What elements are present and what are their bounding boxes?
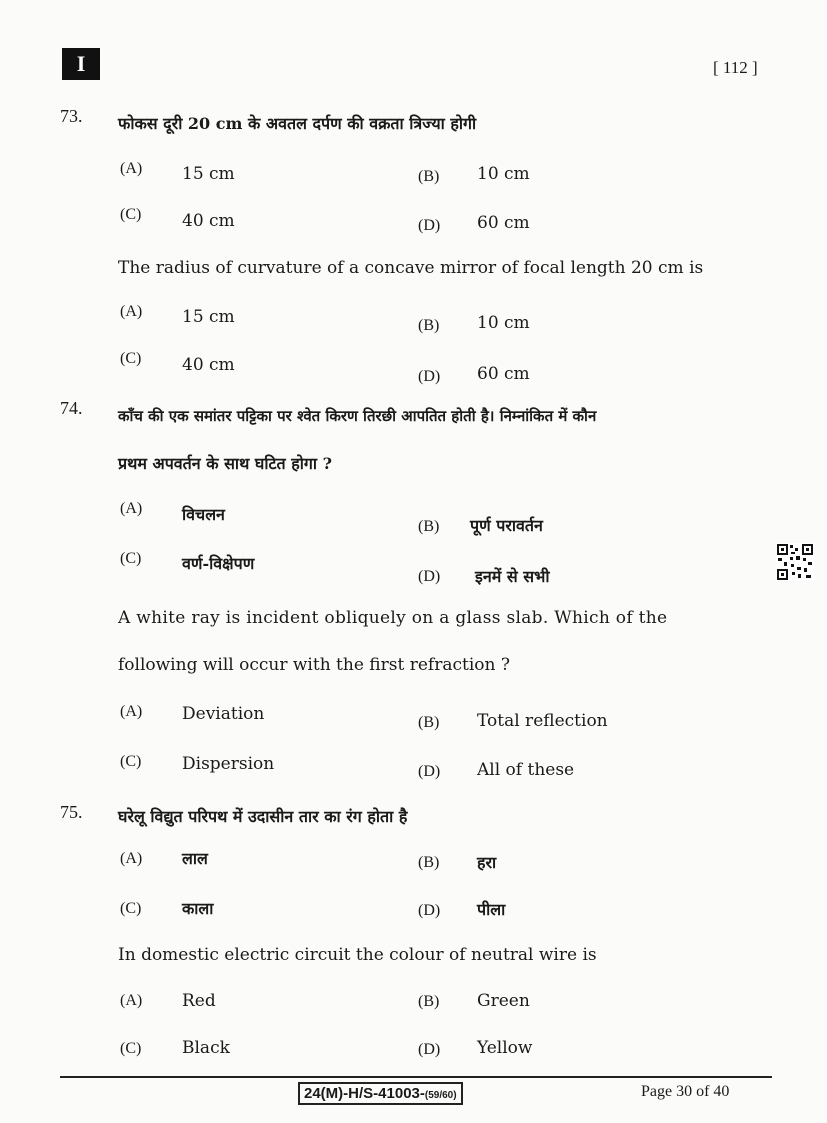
- page-code: [ 112 ]: [713, 58, 758, 77]
- paper-code-suffix: (59/60): [424, 1090, 457, 1101]
- option-text: 40 cm: [182, 355, 235, 375]
- option-letter: (B): [418, 714, 440, 731]
- option-text: Green: [477, 991, 530, 1011]
- question-text-hindi-line2: प्रथम अपवर्तन के साथ घटित होगा ?: [118, 454, 332, 473]
- paper-code: [298, 1082, 463, 1105]
- option-text: इनमें से सभी: [475, 567, 550, 586]
- option-letter: (A): [120, 160, 143, 177]
- option-letter: (B): [418, 518, 440, 535]
- page-number: Page 30 of 40: [641, 1083, 730, 1100]
- question-text-english-line1: A white ray is incident obliquely on a glass slab. Which of the: [118, 608, 668, 628]
- option-text: वर्ण-विक्षेपण: [182, 554, 255, 573]
- option-letter: (B): [418, 168, 440, 185]
- option-text: Red: [182, 991, 216, 1011]
- option-text: All of these: [477, 760, 575, 780]
- option-text: Deviation: [182, 704, 265, 724]
- option-letter: (D): [418, 763, 441, 780]
- option-letter: (D): [418, 568, 441, 585]
- footer-divider: [60, 1076, 772, 1078]
- option-letter: (C): [120, 206, 142, 223]
- option-letter: (B): [418, 854, 440, 871]
- option-letter: (A): [120, 992, 143, 1009]
- option-letter: (C): [120, 753, 142, 770]
- question-number: 73.: [60, 106, 83, 126]
- option-letter: (C): [120, 350, 142, 367]
- option-text: 15 cm: [182, 164, 235, 184]
- option-text: Dispersion: [182, 754, 275, 774]
- option-text: Total reflection: [477, 711, 608, 731]
- option-text: काला: [182, 899, 214, 918]
- option-text: 40 cm: [182, 211, 235, 231]
- option-text: 60 cm: [477, 213, 530, 233]
- question-text-english: The radius of curvature of a concave mirror of focal length 20 cm is: [118, 258, 704, 278]
- option-letter: (C): [120, 1040, 142, 1057]
- option-text: लाल: [182, 849, 208, 868]
- series-badge: I: [62, 48, 100, 80]
- option-letter: (A): [120, 500, 143, 517]
- paper-code-main: 24(M)-H/S-41003-: [304, 1085, 425, 1102]
- option-text: 15 cm: [182, 307, 235, 327]
- question-text-english-line2: following will occur with the first refraction ?: [118, 655, 510, 675]
- option-letter: (A): [120, 303, 143, 320]
- question-text-hindi: घरेलू विद्युत परिपथ में उदासीन तार का रंग होता है: [118, 807, 408, 826]
- option-letter: (D): [418, 368, 441, 385]
- option-text: Black: [182, 1038, 230, 1058]
- option-text: Yellow: [477, 1038, 533, 1058]
- option-text: 60 cm: [477, 364, 530, 384]
- option-letter: (C): [120, 900, 142, 917]
- option-text: पीला: [477, 900, 506, 919]
- option-letter: (A): [120, 703, 143, 720]
- qr-code-icon: [776, 543, 814, 581]
- option-text: हरा: [477, 853, 497, 872]
- option-text: पूर्ण परावर्तन: [470, 516, 543, 535]
- question-text-hindi: फोकस दूरी 20 cm के अवतल दर्पण की वक्रता त्रिज्या होगी: [118, 114, 477, 133]
- option-text: 10 cm: [477, 313, 530, 333]
- question-number: 75.: [60, 802, 83, 822]
- option-text: विचलन: [182, 505, 225, 524]
- option-letter: (D): [418, 902, 441, 919]
- option-letter: (D): [418, 1041, 441, 1058]
- option-letter: (B): [418, 317, 440, 334]
- question-text-hindi-line1: काँच की एक समांतर पट्टिका पर श्वेत किरण तिरछी आपतित होती है। निम्नांकित में कौन: [118, 407, 597, 425]
- option-letter: (D): [418, 217, 441, 234]
- question-number: 74.: [60, 398, 83, 418]
- question-text-english: In domestic electric circuit the colour of neutral wire is: [118, 945, 597, 965]
- option-letter: (C): [120, 550, 142, 567]
- option-letter: (A): [120, 850, 143, 867]
- option-letter: (B): [418, 993, 440, 1010]
- option-text: 10 cm: [477, 164, 530, 184]
